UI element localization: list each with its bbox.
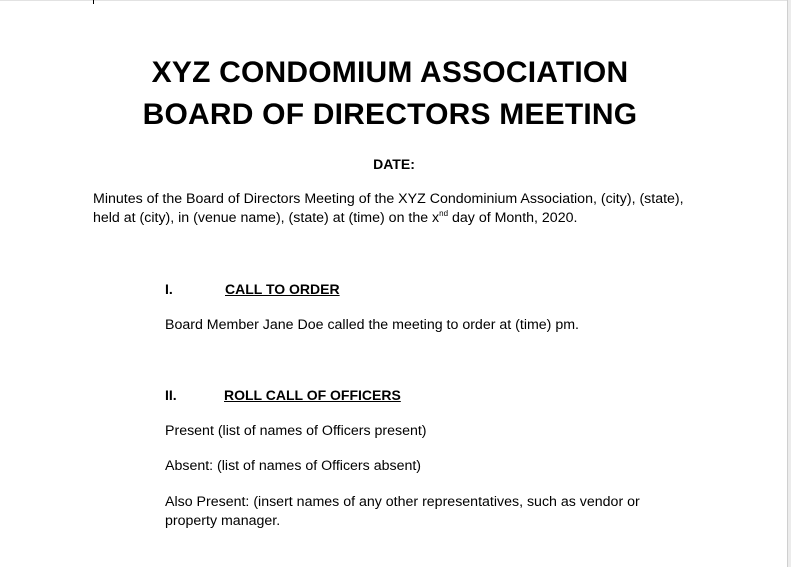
- page-top-edge: [0, 0, 791, 1]
- section-2-paragraph-2: Absent: (list of names of Officers absent): [165, 458, 422, 474]
- intro-ordinal-suffix: nd: [439, 209, 449, 218]
- section-1-paragraph-1: Board Member Jane Doe called the meeting to order at (time) pm.: [165, 317, 579, 333]
- intro-text-end: day of Month, 2020.: [448, 210, 578, 226]
- section-1-title: CALL TO ORDER: [225, 281, 340, 297]
- section-2-paragraph-1: Present (list of names of Officers present): [165, 423, 427, 439]
- section-2-paragraph-3: Also Present: (insert names of any other representatives, such as vendor or property manager.: [165, 494, 640, 529]
- page-right-edge: [787, 0, 791, 567]
- date-label: DATE:: [373, 156, 415, 172]
- intro-paragraph: [93, 190, 693, 228]
- section-2-number: II.: [165, 387, 177, 403]
- intro-text: Minutes of the Board of Directors Meeting of the XYZ Condominium Association, (city), (state), held at (city), in (venue name), (state) at (time) on the x: [93, 191, 684, 226]
- text-cursor: [93, 0, 94, 4]
- section-2-title: ROLL CALL OF OFFICERS: [224, 387, 401, 403]
- document-title-line-2: BOARD OF DIRECTORS MEETING: [142, 98, 638, 131]
- section-1-number: I.: [165, 281, 173, 297]
- document-title-line-1: XYZ CONDOMIUM ASSOCIATION: [151, 56, 629, 89]
